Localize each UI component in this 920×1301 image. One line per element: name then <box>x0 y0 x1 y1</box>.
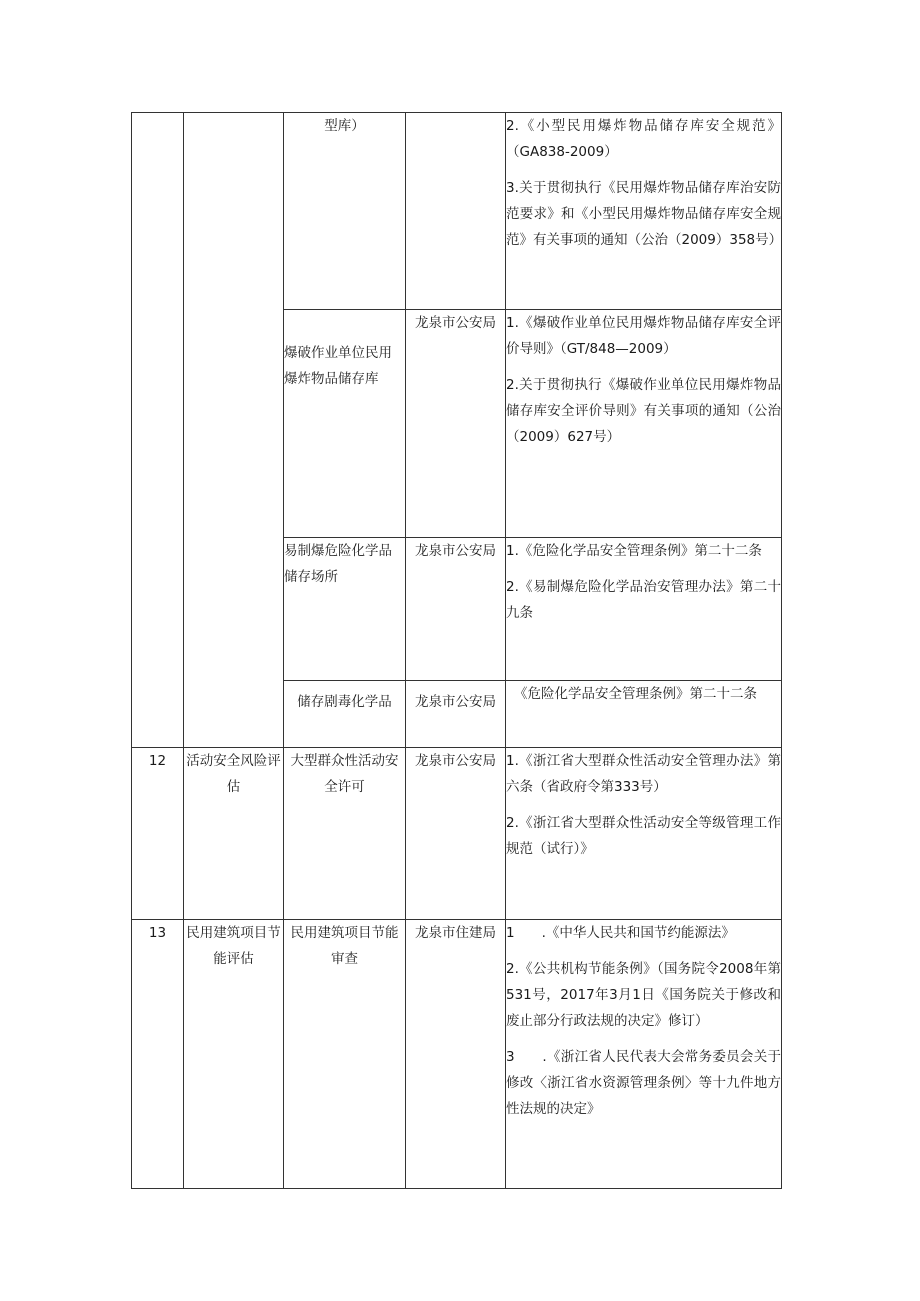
law-cell <box>506 113 782 310</box>
regulation-table <box>131 112 782 1189</box>
item-cell: 易制爆危险化学品储存场所 <box>284 538 406 681</box>
table-row <box>132 748 782 920</box>
law-item: 2.《小型民用爆炸物品储存库安全规范》（GA838-2009） <box>506 118 781 160</box>
law-item: 1.《危险化学品安全管理条例》第二十二条 <box>506 543 762 559</box>
authority-cell <box>406 113 506 310</box>
table-row <box>132 920 782 1189</box>
authority-cell: 龙泉市公安局 <box>406 748 506 920</box>
law-item: 1 .《中华人民共和国节约能源法》 <box>506 925 735 941</box>
law-item: 2.关于贯彻执行《爆破作业单位民用爆炸物品储存库安全评价导则》有关事项的通知（公治（2009）627号） <box>506 377 781 445</box>
law-item: 1.《浙江省大型群众性活动安全管理办法》第六条（省政府令第333号） <box>506 753 781 795</box>
law-item: 《危险化学品安全管理条例》第二十二条 <box>514 686 757 702</box>
item-cell: 型库） <box>284 113 406 310</box>
item-cell: 民用建筑项目节能审查 <box>284 920 406 1189</box>
law-item: 1.《爆破作业单位民用爆炸物品储存库安全评价导则》（GT/848—2009） <box>506 315 781 357</box>
law-cell <box>506 538 782 681</box>
law-item: 3.关于贯彻执行《民用爆炸物品储存库治安防范要求》和《小型民用爆炸物品储存库安全规范》有关事项的通知（公治（2009）358号） <box>506 180 783 248</box>
law-item: 2.《浙江省大型群众性活动安全等级管理工作规范（试行）》 <box>506 815 781 857</box>
table-row <box>132 113 782 310</box>
law-item: 2.《公共机构节能条例》（国务院令2008年第531号，2017年3月1日《国务院关于修改和废止部分行政法规的决定》修订） <box>506 961 781 1029</box>
authority-cell: 龙泉市公安局 <box>406 310 506 538</box>
law-item: 3 .《浙江省人民代表大会常务委员会关于修改〈浙江省水资源管理条例〉等十九件地方性法规的决定》 <box>506 1049 781 1117</box>
authority-cell: 龙泉市住建局 <box>406 920 506 1189</box>
number-cell: 13 <box>132 920 184 1189</box>
law-cell <box>506 748 782 920</box>
item-cell: 爆破作业单位民用爆炸物品储存库 <box>284 310 406 538</box>
law-item: 2.《易制爆危险化学品治安管理办法》第二十九条 <box>506 579 781 621</box>
authority-cell: 龙泉市公安局 <box>406 538 506 681</box>
law-cell <box>506 310 782 538</box>
law-cell <box>506 920 782 1189</box>
item-cell: 储存剧毒化学品 <box>284 681 406 748</box>
category-cell: 民用建筑项目节能评估 <box>184 920 284 1189</box>
number-cell <box>132 113 184 748</box>
item-cell: 大型群众性活动安全许可 <box>284 748 406 920</box>
law-cell <box>506 681 782 748</box>
category-cell: 活动安全风险评估 <box>184 748 284 920</box>
number-cell: 12 <box>132 748 184 920</box>
authority-cell: 龙泉市公安局 <box>406 681 506 748</box>
category-cell <box>184 113 284 748</box>
